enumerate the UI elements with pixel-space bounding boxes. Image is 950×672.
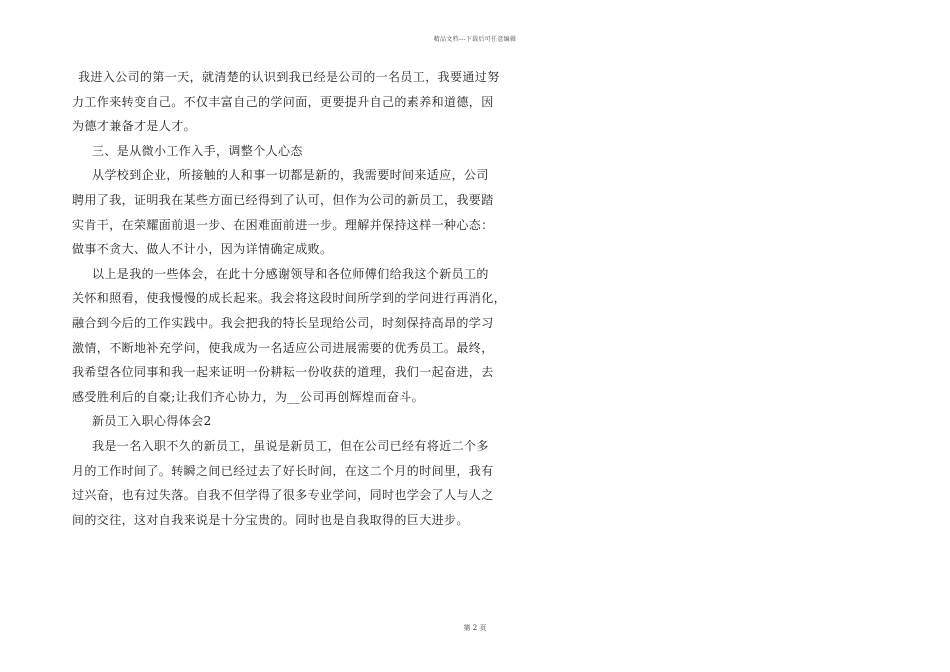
text-line: 我希望各位同事和我一起来证明一份耕耘一份收获的道理，我们一起奋进，去 [72, 365, 494, 380]
text-line: 融合到今后的工作实践中。我会把我的特长呈现给公司，时刻保持高昂的学习 [72, 315, 494, 330]
article-title: 新员工入职心得体会2 [92, 414, 212, 429]
section-heading: 三、是从微小工作入手，调整个人心态 [92, 143, 303, 158]
text-line: 过兴奋，也有过失落。自我不但学得了很多专业学问，同时也学会了人与人之 [72, 488, 494, 503]
text-line: 激情，不断地补充学问，使我成为一名适应公司进展需要的优秀员工。最终， [72, 340, 494, 355]
text-line: 力工作来转变自己。不仅丰富自己的学问面，更要提升自己的素养和道德，因 [72, 94, 494, 109]
text-line: 感受胜利后的自豪;让我们齐心协力，为__公司再创辉煌而奋斗。 [72, 389, 425, 404]
text-line: 以上是我的一些体会，在此十分感谢领导和各位师傅们给我这个新员工的 [92, 266, 489, 281]
text-line: 做事不贪大、做人不计小，因为详情确定成败。 [72, 242, 333, 257]
text-line: 我是一名入职不久的新员工，虽说是新员工，但在公司已经有将近二个多 [92, 438, 489, 453]
text-line: 间的交往，这对自我来说是十分宝贵的。同时也是自我取得的巨大进步。 [72, 512, 469, 527]
text-line: 聘用了我，证明我在某些方面已经得到了认可，但作为公司的新员工，我要踏 [72, 192, 494, 207]
text-line: 月的工作时间了。转瞬之间已经过去了好长时间，在这二个月的时间里，我有 [72, 463, 494, 478]
text-line: 实肯干，在荣耀面前退一步、在困难面前进一步。理解并保持这样一种心态： [72, 217, 494, 232]
text-line: 关怀和照看，使我慢慢的成长起来。我会将这段时间所学到的学问进行再消化， [72, 291, 507, 306]
document-body [72, 65, 507, 532]
page-number: 第 2 页 [463, 624, 487, 632]
text-line: 从学校到企业，所接触的人和事一切都是新的，我需要时间来适应，公司 [92, 168, 489, 183]
page-header: 精品文档---下载后可任意编辑 [433, 36, 517, 43]
text-line: 我进入公司的第一天，就清楚的认识到我已经是公司的一名员工，我要通过努 [78, 70, 500, 84]
text-line: 为德才兼备才是人才。 [72, 119, 197, 134]
